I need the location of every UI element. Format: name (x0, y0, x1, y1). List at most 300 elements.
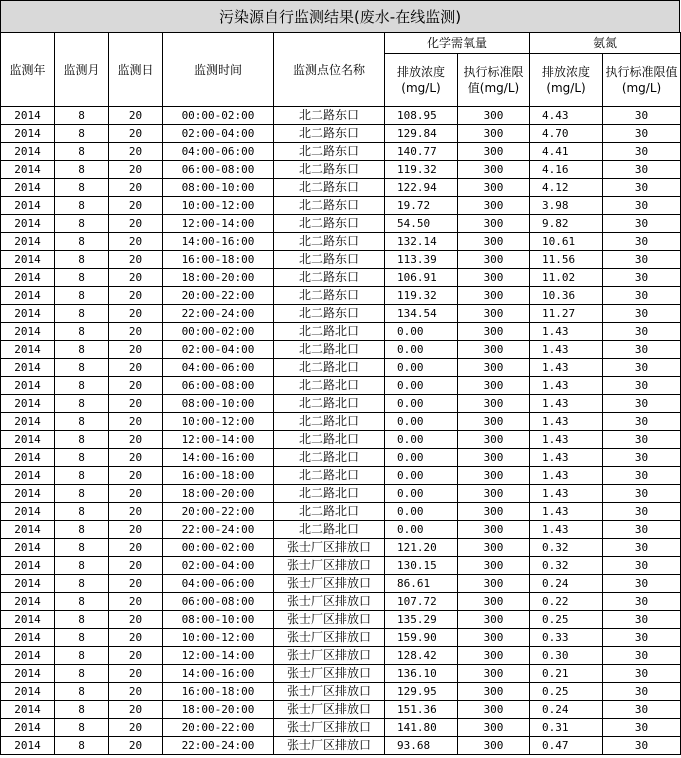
cell-location: 张士厂区排放口 (274, 611, 385, 629)
cell-cod-limit: 300 (458, 521, 530, 539)
cell-nh3-limit: 30 (603, 503, 681, 521)
cell-cod-limit: 300 (458, 665, 530, 683)
cell-cod-limit: 300 (458, 449, 530, 467)
cell-nh3-concentration: 9.82 (530, 215, 603, 233)
cell-nh3-concentration: 0.24 (530, 575, 603, 593)
table-row (1, 557, 681, 575)
cell-cod-concentration: 19.72 (385, 197, 458, 215)
cell-nh3-limit: 30 (603, 449, 681, 467)
cell-month: 8 (55, 251, 109, 269)
cell-nh3-limit: 30 (603, 521, 681, 539)
cell-cod-concentration: 0.00 (385, 485, 458, 503)
cell-year: 2014 (1, 215, 55, 233)
cell-location: 张士厂区排放口 (274, 737, 385, 755)
cell-cod-limit: 300 (458, 305, 530, 323)
cell-cod-limit: 300 (458, 593, 530, 611)
cell-nh3-limit: 30 (603, 647, 681, 665)
cell-day: 20 (109, 323, 163, 341)
cell-nh3-limit: 30 (603, 629, 681, 647)
cell-location: 张士厂区排放口 (274, 683, 385, 701)
cell-nh3-concentration: 0.47 (530, 737, 603, 755)
cell-location: 北二路北口 (274, 413, 385, 431)
cell-nh3-limit: 30 (603, 179, 681, 197)
cell-nh3-limit: 30 (603, 737, 681, 755)
cell-cod-limit: 300 (458, 467, 530, 485)
cell-time: 00:00-02:00 (163, 539, 274, 557)
cell-cod-concentration: 0.00 (385, 503, 458, 521)
cell-year: 2014 (1, 143, 55, 161)
cell-day: 20 (109, 449, 163, 467)
table-row (1, 143, 681, 161)
cell-nh3-concentration: 0.21 (530, 665, 603, 683)
cell-month: 8 (55, 179, 109, 197)
cell-cod-concentration: 122.94 (385, 179, 458, 197)
cell-year: 2014 (1, 449, 55, 467)
cell-month: 8 (55, 161, 109, 179)
cell-year: 2014 (1, 593, 55, 611)
cell-day: 20 (109, 737, 163, 755)
cell-year: 2014 (1, 323, 55, 341)
cell-time: 12:00-14:00 (163, 431, 274, 449)
cell-cod-concentration: 159.90 (385, 629, 458, 647)
cell-year: 2014 (1, 575, 55, 593)
table-row (1, 341, 681, 359)
cell-cod-concentration: 106.91 (385, 269, 458, 287)
cell-location: 北二路北口 (274, 503, 385, 521)
cell-year: 2014 (1, 629, 55, 647)
cell-cod-limit: 300 (458, 215, 530, 233)
cell-nh3-limit: 30 (603, 377, 681, 395)
table-row (1, 395, 681, 413)
cell-nh3-concentration: 1.43 (530, 323, 603, 341)
cell-year: 2014 (1, 611, 55, 629)
cell-nh3-concentration: 11.02 (530, 269, 603, 287)
table-row (1, 413, 681, 431)
table-row (1, 449, 681, 467)
cell-year: 2014 (1, 467, 55, 485)
cell-time: 14:00-16:00 (163, 665, 274, 683)
table-row (1, 611, 681, 629)
table-row (1, 701, 681, 719)
cell-nh3-concentration: 0.24 (530, 701, 603, 719)
cell-location: 北二路东口 (274, 161, 385, 179)
cell-nh3-limit: 30 (603, 125, 681, 143)
table-row (1, 323, 681, 341)
cell-day: 20 (109, 503, 163, 521)
cell-time: 10:00-12:00 (163, 197, 274, 215)
cell-day: 20 (109, 359, 163, 377)
cell-nh3-concentration: 0.25 (530, 683, 603, 701)
cell-month: 8 (55, 683, 109, 701)
cell-month: 8 (55, 359, 109, 377)
table-row (1, 431, 681, 449)
cell-cod-limit: 300 (458, 197, 530, 215)
cell-nh3-concentration: 1.43 (530, 449, 603, 467)
cell-nh3-concentration: 1.43 (530, 521, 603, 539)
cell-nh3-limit: 30 (603, 575, 681, 593)
cell-month: 8 (55, 485, 109, 503)
table-row (1, 161, 681, 179)
cell-day: 20 (109, 107, 163, 125)
table-row (1, 521, 681, 539)
cell-location: 北二路东口 (274, 125, 385, 143)
cell-cod-concentration: 129.95 (385, 683, 458, 701)
table-row (1, 647, 681, 665)
cell-nh3-concentration: 1.43 (530, 503, 603, 521)
cell-nh3-concentration: 1.43 (530, 359, 603, 377)
cell-nh3-limit: 30 (603, 305, 681, 323)
cell-cod-concentration: 113.39 (385, 251, 458, 269)
cell-day: 20 (109, 215, 163, 233)
cell-time: 18:00-20:00 (163, 269, 274, 287)
cell-location: 张士厂区排放口 (274, 647, 385, 665)
cell-cod-limit: 300 (458, 683, 530, 701)
cell-month: 8 (55, 629, 109, 647)
cell-year: 2014 (1, 287, 55, 305)
cell-time: 22:00-24:00 (163, 737, 274, 755)
cell-day: 20 (109, 467, 163, 485)
cell-cod-limit: 300 (458, 161, 530, 179)
cell-year: 2014 (1, 179, 55, 197)
cell-location: 北二路东口 (274, 305, 385, 323)
cell-month: 8 (55, 377, 109, 395)
cell-day: 20 (109, 521, 163, 539)
cell-month: 8 (55, 719, 109, 737)
table-row (1, 575, 681, 593)
cell-cod-limit: 300 (458, 323, 530, 341)
cell-day: 20 (109, 647, 163, 665)
cell-nh3-limit: 30 (603, 413, 681, 431)
cell-cod-limit: 300 (458, 629, 530, 647)
cell-month: 8 (55, 269, 109, 287)
cell-nh3-concentration: 0.32 (530, 539, 603, 557)
cell-cod-concentration: 0.00 (385, 341, 458, 359)
table-row (1, 467, 681, 485)
cell-cod-limit: 300 (458, 701, 530, 719)
cell-month: 8 (55, 449, 109, 467)
cell-nh3-limit: 30 (603, 557, 681, 575)
cell-day: 20 (109, 701, 163, 719)
cell-cod-concentration: 128.42 (385, 647, 458, 665)
cell-nh3-limit: 30 (603, 665, 681, 683)
cell-nh3-concentration: 4.70 (530, 125, 603, 143)
cell-month: 8 (55, 737, 109, 755)
cell-time: 12:00-14:00 (163, 215, 274, 233)
cell-cod-limit: 300 (458, 719, 530, 737)
cell-nh3-concentration: 4.41 (530, 143, 603, 161)
cell-year: 2014 (1, 377, 55, 395)
cell-location: 北二路东口 (274, 269, 385, 287)
cell-month: 8 (55, 575, 109, 593)
cell-day: 20 (109, 197, 163, 215)
table-row (1, 683, 681, 701)
cell-month: 8 (55, 611, 109, 629)
cell-nh3-concentration: 0.22 (530, 593, 603, 611)
cell-location: 北二路北口 (274, 359, 385, 377)
table-row (1, 629, 681, 647)
table-row (1, 197, 681, 215)
cell-day: 20 (109, 629, 163, 647)
cell-time: 06:00-08:00 (163, 593, 274, 611)
cell-time: 20:00-22:00 (163, 287, 274, 305)
cell-nh3-concentration: 0.33 (530, 629, 603, 647)
cell-location: 张士厂区排放口 (274, 665, 385, 683)
cell-cod-concentration: 140.77 (385, 143, 458, 161)
cell-time: 08:00-10:00 (163, 179, 274, 197)
table-row (1, 287, 681, 305)
cell-day: 20 (109, 269, 163, 287)
cell-year: 2014 (1, 395, 55, 413)
cell-nh3-limit: 30 (603, 431, 681, 449)
cell-cod-limit: 300 (458, 395, 530, 413)
cell-month: 8 (55, 467, 109, 485)
cell-day: 20 (109, 539, 163, 557)
cell-nh3-concentration: 4.16 (530, 161, 603, 179)
cell-year: 2014 (1, 701, 55, 719)
cell-cod-limit: 300 (458, 737, 530, 755)
cell-cod-concentration: 129.84 (385, 125, 458, 143)
cell-time: 18:00-20:00 (163, 701, 274, 719)
cell-month: 8 (55, 665, 109, 683)
cell-month: 8 (55, 107, 109, 125)
cell-cod-concentration: 136.10 (385, 665, 458, 683)
table-body (1, 107, 681, 755)
cell-cod-limit: 300 (458, 341, 530, 359)
cell-location: 张士厂区排放口 (274, 557, 385, 575)
cell-month: 8 (55, 701, 109, 719)
cell-time: 00:00-02:00 (163, 323, 274, 341)
cell-day: 20 (109, 179, 163, 197)
cell-nh3-concentration: 1.43 (530, 395, 603, 413)
cell-cod-concentration: 151.36 (385, 701, 458, 719)
cell-year: 2014 (1, 719, 55, 737)
cell-cod-concentration: 54.50 (385, 215, 458, 233)
cell-year: 2014 (1, 233, 55, 251)
cell-nh3-limit: 30 (603, 161, 681, 179)
cell-year: 2014 (1, 647, 55, 665)
cell-day: 20 (109, 611, 163, 629)
cell-cod-concentration: 134.54 (385, 305, 458, 323)
cell-location: 张士厂区排放口 (274, 575, 385, 593)
cell-location: 张士厂区排放口 (274, 539, 385, 557)
header-month: 监测月 (55, 33, 109, 107)
cell-month: 8 (55, 521, 109, 539)
cell-nh3-concentration: 1.43 (530, 467, 603, 485)
cell-nh3-concentration: 3.98 (530, 197, 603, 215)
cell-year: 2014 (1, 305, 55, 323)
cell-day: 20 (109, 125, 163, 143)
cell-time: 08:00-10:00 (163, 611, 274, 629)
cell-cod-concentration: 0.00 (385, 395, 458, 413)
cell-time: 14:00-16:00 (163, 449, 274, 467)
cell-month: 8 (55, 215, 109, 233)
table-row (1, 125, 681, 143)
cell-nh3-limit: 30 (603, 719, 681, 737)
cell-nh3-limit: 30 (603, 251, 681, 269)
cell-month: 8 (55, 431, 109, 449)
table-row (1, 665, 681, 683)
cell-year: 2014 (1, 521, 55, 539)
table-row (1, 737, 681, 755)
header-time: 监测时间 (163, 33, 274, 107)
cell-year: 2014 (1, 107, 55, 125)
cell-nh3-limit: 30 (603, 233, 681, 251)
cell-time: 16:00-18:00 (163, 467, 274, 485)
table-row (1, 593, 681, 611)
cell-location: 北二路北口 (274, 467, 385, 485)
cell-time: 16:00-18:00 (163, 683, 274, 701)
cell-location: 张士厂区排放口 (274, 719, 385, 737)
cell-month: 8 (55, 593, 109, 611)
cell-nh3-concentration: 4.43 (530, 107, 603, 125)
cell-month: 8 (55, 503, 109, 521)
table-row (1, 539, 681, 557)
cell-location: 北二路北口 (274, 485, 385, 503)
cell-year: 2014 (1, 125, 55, 143)
cell-month: 8 (55, 323, 109, 341)
cell-nh3-concentration: 11.27 (530, 305, 603, 323)
cell-day: 20 (109, 305, 163, 323)
cell-cod-concentration: 130.15 (385, 557, 458, 575)
cell-day: 20 (109, 251, 163, 269)
cell-year: 2014 (1, 341, 55, 359)
cell-location: 北二路北口 (274, 431, 385, 449)
cell-year: 2014 (1, 539, 55, 557)
cell-day: 20 (109, 719, 163, 737)
cell-time: 12:00-14:00 (163, 647, 274, 665)
header-nh3-group: 氨氮 (530, 33, 681, 54)
cell-location: 北二路北口 (274, 395, 385, 413)
cell-location: 张士厂区排放口 (274, 629, 385, 647)
cell-nh3-concentration: 0.31 (530, 719, 603, 737)
cell-location: 北二路北口 (274, 323, 385, 341)
cell-month: 8 (55, 125, 109, 143)
cell-month: 8 (55, 233, 109, 251)
cell-nh3-limit: 30 (603, 197, 681, 215)
cell-cod-limit: 300 (458, 107, 530, 125)
cell-time: 18:00-20:00 (163, 485, 274, 503)
cell-cod-concentration: 119.32 (385, 287, 458, 305)
cell-month: 8 (55, 647, 109, 665)
cell-cod-limit: 300 (458, 485, 530, 503)
cell-day: 20 (109, 377, 163, 395)
cell-time: 08:00-10:00 (163, 395, 274, 413)
cell-day: 20 (109, 395, 163, 413)
cell-cod-limit: 300 (458, 431, 530, 449)
cell-day: 20 (109, 593, 163, 611)
cell-month: 8 (55, 395, 109, 413)
cell-cod-limit: 300 (458, 359, 530, 377)
cell-year: 2014 (1, 269, 55, 287)
cell-time: 20:00-22:00 (163, 503, 274, 521)
cell-location: 北二路东口 (274, 143, 385, 161)
cell-year: 2014 (1, 485, 55, 503)
cell-nh3-concentration: 1.43 (530, 431, 603, 449)
cell-year: 2014 (1, 557, 55, 575)
cell-day: 20 (109, 431, 163, 449)
cell-year: 2014 (1, 503, 55, 521)
cell-cod-limit: 300 (458, 413, 530, 431)
cell-cod-concentration: 0.00 (385, 377, 458, 395)
cell-cod-limit: 300 (458, 143, 530, 161)
cell-nh3-concentration: 0.30 (530, 647, 603, 665)
cell-cod-limit: 300 (458, 269, 530, 287)
header-cod-limit: 执行标准限值(mg/L) (458, 54, 530, 107)
cell-location: 北二路东口 (274, 215, 385, 233)
cell-time: 00:00-02:00 (163, 107, 274, 125)
cell-cod-concentration: 0.00 (385, 413, 458, 431)
cell-location: 张士厂区排放口 (274, 701, 385, 719)
cell-cod-limit: 300 (458, 287, 530, 305)
cell-location: 北二路东口 (274, 179, 385, 197)
cell-cod-limit: 300 (458, 233, 530, 251)
table-row (1, 719, 681, 737)
header-cod-concentration: 排放浓度(mg/L) (385, 54, 458, 107)
cell-day: 20 (109, 575, 163, 593)
cell-nh3-limit: 30 (603, 611, 681, 629)
cell-nh3-concentration: 0.32 (530, 557, 603, 575)
cell-year: 2014 (1, 737, 55, 755)
cell-day: 20 (109, 161, 163, 179)
table-row (1, 305, 681, 323)
cell-nh3-concentration: 10.61 (530, 233, 603, 251)
cell-year: 2014 (1, 413, 55, 431)
cell-location: 北二路北口 (274, 521, 385, 539)
cell-month: 8 (55, 341, 109, 359)
cell-time: 04:00-06:00 (163, 575, 274, 593)
cell-time: 02:00-04:00 (163, 125, 274, 143)
cell-cod-concentration: 93.68 (385, 737, 458, 755)
cell-cod-concentration: 141.80 (385, 719, 458, 737)
table-row (1, 107, 681, 125)
cell-cod-concentration: 107.72 (385, 593, 458, 611)
cell-nh3-limit: 30 (603, 107, 681, 125)
cell-time: 06:00-08:00 (163, 377, 274, 395)
cell-location: 张士厂区排放口 (274, 593, 385, 611)
cell-cod-limit: 300 (458, 575, 530, 593)
header-day: 监测日 (109, 33, 163, 107)
cell-day: 20 (109, 413, 163, 431)
cell-cod-limit: 300 (458, 125, 530, 143)
cell-time: 22:00-24:00 (163, 521, 274, 539)
cell-month: 8 (55, 287, 109, 305)
cell-time: 06:00-08:00 (163, 161, 274, 179)
cell-cod-concentration: 121.20 (385, 539, 458, 557)
table-row (1, 503, 681, 521)
cell-nh3-concentration: 1.43 (530, 413, 603, 431)
table-row (1, 485, 681, 503)
cell-cod-limit: 300 (458, 179, 530, 197)
cell-location: 北二路北口 (274, 377, 385, 395)
cell-location: 北二路北口 (274, 449, 385, 467)
cell-cod-concentration: 0.00 (385, 449, 458, 467)
header-year: 监测年 (1, 33, 55, 107)
cell-nh3-limit: 30 (603, 683, 681, 701)
header-nh3-limit: 执行标准限值(mg/L) (603, 54, 681, 107)
cell-cod-concentration: 108.95 (385, 107, 458, 125)
cell-location: 北二路北口 (274, 341, 385, 359)
cell-day: 20 (109, 341, 163, 359)
cell-time: 22:00-24:00 (163, 305, 274, 323)
cell-time: 04:00-06:00 (163, 359, 274, 377)
cell-cod-concentration: 0.00 (385, 467, 458, 485)
table-row (1, 377, 681, 395)
cell-time: 02:00-04:00 (163, 341, 274, 359)
cell-location: 北二路东口 (274, 107, 385, 125)
cell-year: 2014 (1, 683, 55, 701)
cell-year: 2014 (1, 197, 55, 215)
cell-nh3-limit: 30 (603, 467, 681, 485)
